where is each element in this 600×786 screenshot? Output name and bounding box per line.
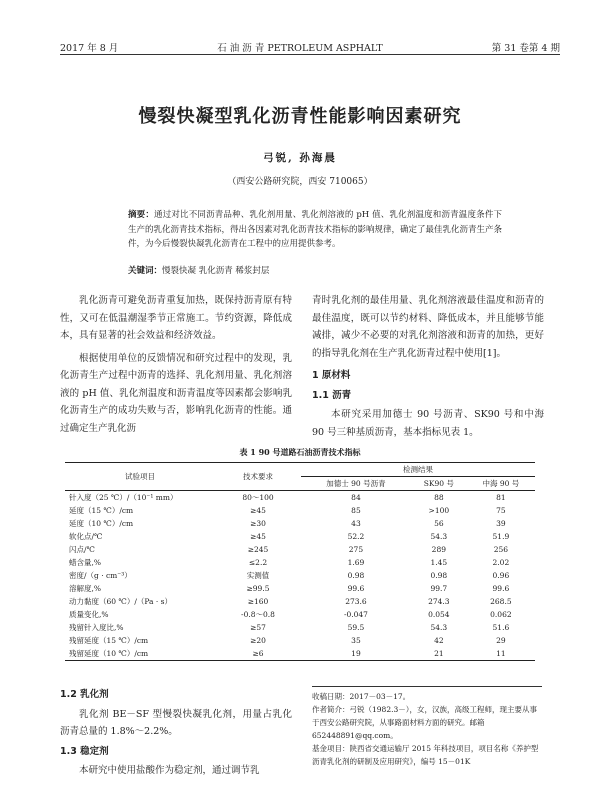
cell-requirement: 实测值 xyxy=(246,571,270,580)
table-row xyxy=(65,543,535,556)
cell-value: 256 xyxy=(493,545,509,554)
table-row xyxy=(65,634,535,647)
asphalt-spec-table xyxy=(65,462,535,661)
cell-value: 84 xyxy=(351,493,361,502)
cell-item: 延度（10 ℃）/cm xyxy=(69,519,134,528)
header-journal: 石 油 沥 青 PETROLEUM ASPHALT xyxy=(217,43,383,54)
section-1-heading: 1 原材料 xyxy=(312,370,351,381)
section-1-3-heading: 1.3 稳定剂 xyxy=(60,745,109,757)
cell-requirement: ≥160 xyxy=(247,597,269,606)
cell-value: 273.6 xyxy=(345,597,367,606)
cell-item: 质量变化,% xyxy=(69,610,109,619)
intro-paragraph-1: 乳化沥青可避免沥青重复加热，既保持沥青原有特性，又可在低温潮湿季节正常施工。节约资源，降低成本，具有显著的社会效益和经济效益。 xyxy=(60,295,292,341)
abstract-text: 通过对比不同沥青品种、乳化剂用量、乳化剂溶液的 pH 值、乳化剂温度和沥青温度条件下生产的乳化沥青技术指标，得出各因素对乳化沥青技术指标的影响规律，确定了最佳乳化沥青生产条件，为今后慢裂快凝乳化沥青在工程中的应用提供参考。 xyxy=(128,210,503,249)
cell-value: 0.96 xyxy=(492,571,510,580)
col-header-requirement: 技术要求 xyxy=(215,463,301,491)
section-1-1-text: 本研究采用加德士 90 号沥青、SK90 号和中海 90 号三种基质沥青，基本指标见表 1。 xyxy=(312,409,544,438)
cell-item: 溶解度,% xyxy=(69,584,102,593)
cell-value: 1.45 xyxy=(430,558,448,567)
cell-value: 52.2 xyxy=(347,532,365,541)
abstract xyxy=(128,208,502,252)
cell-value: 268.5 xyxy=(490,597,512,606)
cell-item: 闪点/℃ xyxy=(69,545,95,554)
keywords-label: 关键词： xyxy=(128,266,163,276)
table-row xyxy=(65,569,535,582)
paper-title: 慢裂快凝型乳化沥青性能影响因素研究 xyxy=(138,106,462,127)
cell-item: 密度/（g · cm⁻³） xyxy=(69,571,132,580)
intro-continued: 青时乳化剂的最佳用量、乳化剂溶液最佳温度和沥青的最佳温度，既可以节约材料、降低成本，并且能够节能减排，减少不必要的对乳化剂溶液和沥青的加热，更好的指导乳化剂在生产乳化沥青过程中使用[1]。 xyxy=(312,295,544,359)
cell-requirement: ≥6 xyxy=(215,647,301,661)
cell-value: 0.062 xyxy=(490,610,512,619)
cell-value: 289 xyxy=(431,545,446,554)
cell-requirement: ≥245 xyxy=(247,545,269,554)
cell-requirement: ≥45 xyxy=(250,532,266,541)
cell-value: 275 xyxy=(348,545,364,554)
cell-value: 59.5 xyxy=(347,623,365,632)
header-volume: 第 31 卷第 4 期 xyxy=(491,43,560,54)
cell-value: 99.6 xyxy=(347,584,365,593)
left-column-bottom xyxy=(60,684,292,785)
cell-value: 39 xyxy=(496,519,506,528)
cell-item: 残留针入度比,% xyxy=(69,623,124,632)
intro-paragraph-2: 根据使用单位的反馈情况和研究过程中的发现，乳化沥青生产过程中沥青的选择、乳化剂用量、乳化剂溶液的 pH 值、乳化剂温度和沥青温度等因素都会影响乳化沥青生产的成功失败与否，影响乳化沥青的性能。通过确定生产乳化沥 xyxy=(60,352,292,434)
cell-value: 42 xyxy=(434,636,444,645)
cell-requirement: ≥45 xyxy=(250,506,266,515)
table-row xyxy=(65,595,535,608)
cell-requirement: ≥57 xyxy=(250,623,266,632)
cell-item: 残留延度（15 ℃）/cm xyxy=(69,636,149,645)
cell-value: 54.3 xyxy=(430,623,448,632)
header-rule xyxy=(60,54,560,55)
col-header-asphalt-2: SK90 号 xyxy=(411,477,467,491)
keywords-text: 慢裂快凝 乳化沥青 稀浆封层 xyxy=(162,266,270,276)
cell-value: 99.7 xyxy=(430,584,448,593)
cell-item: 蜡含量,% xyxy=(69,558,102,567)
col-header-item: 试验项目 xyxy=(65,463,215,491)
authors: 弓锐, 孙海晨 xyxy=(263,152,337,164)
cell-value: 19 xyxy=(301,647,411,661)
cell-value: 99.6 xyxy=(492,584,510,593)
table-row xyxy=(65,608,535,621)
right-column xyxy=(312,292,544,446)
table-row xyxy=(65,530,535,543)
cell-value: 21 xyxy=(411,647,467,661)
section-1-2-text: 乳化剂 BE－SF 型慢裂快凝乳化剂，用量占乳化沥青总量的 1.8%～2.2%。 xyxy=(60,708,292,737)
affiliation: （西安公路研究院，西安 710065） xyxy=(227,177,373,187)
cell-value: 1.69 xyxy=(347,558,365,567)
cell-item: 动力黏度（60 ℃）/（Pa · s） xyxy=(69,597,173,606)
cell-requirement: 80～100 xyxy=(242,493,274,502)
cell-value: 51.6 xyxy=(492,623,510,632)
cell-value: >100 xyxy=(428,506,450,515)
cell-requirement: ≥99.5 xyxy=(246,584,270,593)
cell-value: 43 xyxy=(351,519,361,528)
cell-value: 75 xyxy=(496,506,506,515)
cell-item: 延度（15 ℃）/cm xyxy=(69,506,134,515)
cell-requirement: ≥20 xyxy=(250,636,266,645)
cell-value: 54.3 xyxy=(430,532,448,541)
footnote-received: 收稿日期：2017－03－17。 xyxy=(312,692,411,701)
cell-requirement: ≥30 xyxy=(250,519,266,528)
table-row xyxy=(65,556,535,569)
keywords xyxy=(128,264,502,276)
col-header-asphalt-1: 加德士 90 号沥青 xyxy=(301,477,411,491)
left-column xyxy=(60,292,292,442)
abstract-label: 摘要： xyxy=(128,210,155,220)
table-row xyxy=(65,647,535,661)
cell-value: 35 xyxy=(351,636,361,645)
cell-value: 85 xyxy=(351,506,361,515)
table-caption: 表 1 90 号道路石油沥青技术指标 xyxy=(239,447,361,457)
table-row xyxy=(65,621,535,634)
table-row xyxy=(65,517,535,530)
footnote-author: 作者简介：弓锐（1982.3－），女，汉族，高级工程师，现主要从事于西安公路研究院，从事路面材料方面的研究。邮箱 652448891@qq.com。 xyxy=(312,705,537,740)
section-1-2-heading: 1.2 乳化剂 xyxy=(60,689,109,700)
section-1-1-heading: 1.1 沥青 xyxy=(312,389,352,401)
section-1-3-text: 本研究中使用盐酸作为稳定剂，通过调节乳 xyxy=(79,765,260,776)
cell-requirement: ≤2.2 xyxy=(248,558,268,567)
cell-value: 0.98 xyxy=(347,571,365,580)
cell-item: 针入度（25 ℃）/（10⁻¹ mm） xyxy=(69,493,178,502)
cell-value: 56 xyxy=(434,519,444,528)
table-row xyxy=(65,491,535,505)
cell-value: -0.047 xyxy=(343,610,368,619)
footnote xyxy=(312,690,542,768)
footnote-fund: 基金项目：陕西省交通运输厅 2015 年科技项目，项目名称《养护型沥青乳化剂的研制及应用研究》，编号 15－01K xyxy=(312,744,539,766)
cell-value: 0.054 xyxy=(428,610,450,619)
cell-value: 88 xyxy=(434,493,444,502)
header-date: 2017 年 8 月 xyxy=(60,43,119,54)
cell-item: 软化点/℃ xyxy=(69,532,103,541)
table-row xyxy=(65,582,535,595)
table-row xyxy=(65,504,535,517)
cell-value: 51.9 xyxy=(492,532,510,541)
cell-value: 2.02 xyxy=(492,558,510,567)
cell-value: 81 xyxy=(496,493,506,502)
cell-value: 11 xyxy=(467,647,535,661)
cell-requirement: -0.8～0.8 xyxy=(241,610,275,619)
footnote-rule xyxy=(312,686,542,687)
cell-value: 0.98 xyxy=(430,571,448,580)
cell-item: 残留延度（10 ℃）/cm xyxy=(65,647,215,661)
cell-value: 29 xyxy=(496,636,506,645)
cell-value: 274.3 xyxy=(428,597,450,606)
col-header-results: 检测结果 xyxy=(301,463,535,477)
col-header-asphalt-3: 中海 90 号 xyxy=(467,477,535,491)
